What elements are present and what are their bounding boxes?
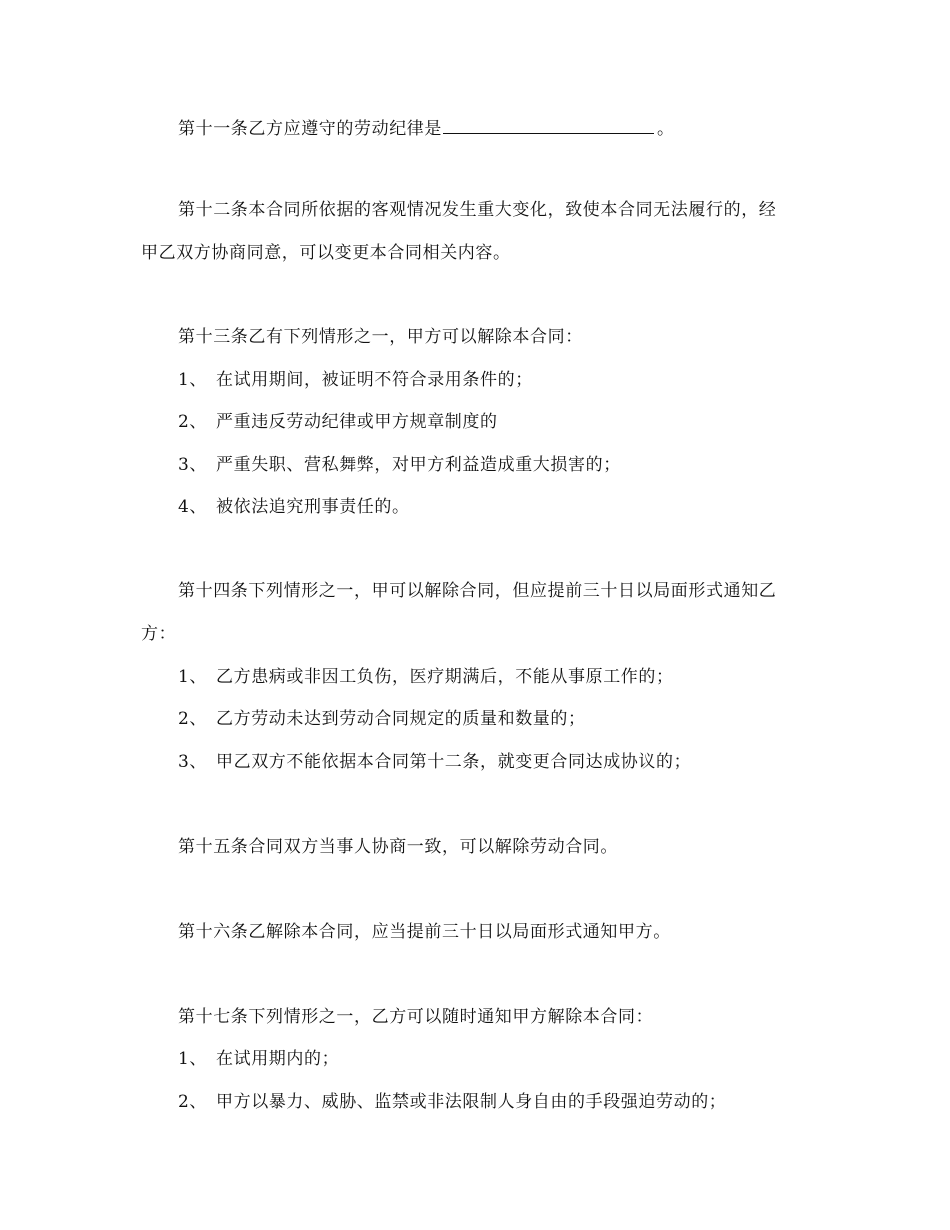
article-14-line-2: 方： — [141, 624, 177, 644]
article-17-item — [178, 1048, 339, 1070]
article-11-text: 第十一条乙方应遵守的劳动纪律是 — [178, 119, 442, 139]
article-14-item — [178, 708, 586, 730]
item-text: 乙方患病或非因工负伤，医疗期满后，不能从事原工作的； — [216, 667, 674, 687]
blank-fill-line — [443, 115, 654, 134]
item-text: 乙方劳动未达到劳动合同规定的质量和数量的； — [216, 709, 586, 729]
article-16: 第十六条乙解除本合同，应当提前三十日以局面形式通知甲方。 — [178, 922, 671, 942]
article-17-item — [178, 1091, 726, 1113]
article-12-line-1: 第十二条本合同所依据的客观情况发生重大变化，致使本合同无法履行的，经 — [178, 200, 777, 220]
item-text: 严重失职、营私舞弊，对甲方利益造成重大损害的； — [216, 455, 621, 475]
item-text: 甲乙双方不能依据本合同第十二条，就变更合同达成协议的； — [216, 752, 692, 772]
item-text: 被依法追究刑事责任的。 — [216, 497, 410, 517]
article-13-item — [178, 454, 621, 476]
item-number: 1、 — [178, 1049, 208, 1069]
article-13-item — [178, 496, 410, 518]
article-13-intro: 第十三条乙有下列情形之一，甲方可以解除本合同： — [178, 327, 583, 347]
item-number: 1、 — [178, 370, 208, 390]
article-17-intro: 第十七条下列情形之一，乙方可以随时通知甲方解除本合同： — [178, 1007, 654, 1027]
item-text: 在试用期间，被证明不符合录用条件的； — [216, 370, 533, 390]
article-13-item — [178, 369, 533, 391]
article-14-item — [178, 666, 674, 688]
article-14-line-1: 第十四条下列情形之一，甲可以解除合同，但应提前三十日以局面形式通知乙 — [178, 581, 777, 601]
article-11 — [178, 115, 675, 140]
article-15: 第十五条合同双方当事人协商一致，可以解除劳动合同。 — [178, 837, 618, 857]
item-text: 严重违反劳动纪律或甲方规章制度的 — [216, 412, 498, 432]
article-14-item — [178, 751, 691, 773]
item-text: 在试用期内的； — [216, 1049, 340, 1069]
article-11-end: 。 — [657, 119, 675, 139]
item-number: 1、 — [178, 667, 208, 687]
item-number: 2、 — [178, 1092, 208, 1112]
article-13-item — [178, 411, 498, 433]
item-text: 甲方以暴力、威胁、监禁或非法限制人身自由的手段强迫劳动的； — [216, 1092, 727, 1112]
item-number: 3、 — [178, 455, 208, 475]
article-12-line-2: 甲乙双方协商同意，可以变更本合同相关内容。 — [141, 243, 511, 263]
item-number: 2、 — [178, 709, 208, 729]
item-number: 2、 — [178, 412, 208, 432]
item-number: 4、 — [178, 497, 208, 517]
item-number: 3、 — [178, 752, 208, 772]
